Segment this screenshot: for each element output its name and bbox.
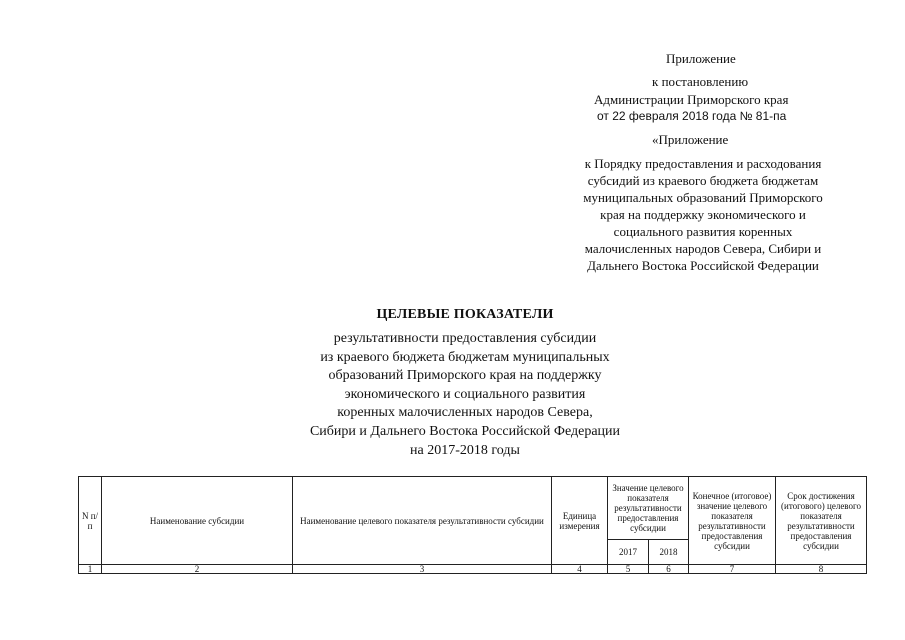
procedure-reference: [560, 155, 846, 274]
indicators-table: [78, 476, 867, 574]
document-subtitle: [250, 330, 680, 460]
column-number-cell: 4: [552, 565, 608, 574]
subtitle-line: коренных малочисленных народов Севера,: [337, 405, 593, 421]
procedure-line: муниципальных образований Приморского: [583, 190, 823, 205]
column-number-cell: 8: [776, 565, 867, 574]
subtitle-line: результативности предоставления субсидии: [333, 331, 597, 346]
column-number-cell: 7: [689, 565, 776, 574]
column-number-cell: 1: [79, 565, 102, 574]
document-title: ЦЕЛЕВЫЕ ПОКАЗАТЕЛИ: [376, 307, 554, 322]
procedure-line: Дальнего Востока Российской Федерации: [587, 258, 819, 273]
decree-date-number: от 22 февраля 2018 года № 81-па: [597, 109, 787, 123]
header-final-value: Конечное (итоговое) значение целевого показателя результативности предоставления субсидии: [689, 477, 776, 565]
procedure-line: малочисленных народов Севера, Сибири и: [584, 241, 822, 256]
header-deadline: Срок достижения (итогового) целевого показателя результативности предоставления субсидии: [776, 477, 867, 565]
administration-line: Администрации Приморского края: [594, 92, 789, 107]
column-number-cell: 2: [102, 565, 293, 574]
subtitle-line: Сибири и Дальнего Востока Российской Федерации: [309, 423, 621, 439]
header-unit: Единица измерения: [552, 477, 608, 565]
to-decree-line: к постановлению: [652, 74, 749, 89]
header-subsidy-name: Наименование субсидии: [102, 477, 293, 565]
quoted-appendix-label: «Приложение: [652, 132, 729, 147]
appendix-label: Приложение: [666, 51, 736, 66]
column-number-cell: 5: [608, 565, 649, 574]
header-year-2018: 2018: [649, 540, 689, 565]
header-year-2017: 2017: [608, 540, 649, 565]
column-number-cell: 3: [293, 565, 552, 574]
subtitle-line: экономического и социального развития: [344, 386, 586, 402]
column-numbers-row: [79, 565, 867, 574]
table-header-row: [79, 477, 867, 540]
subtitle-line: на 2017-2018 годы: [410, 442, 520, 458]
subtitle-line: из краевого бюджета бюджетам муниципальных: [320, 349, 610, 365]
header-indicator-name: Наименование целевого показателя результативности субсидии: [293, 477, 552, 565]
procedure-line: субсидий из краевого бюджета бюджетам: [587, 173, 819, 188]
column-number-cell: 6: [649, 565, 689, 574]
header-number: N п/п: [79, 477, 102, 565]
procedure-line: социального развития коренных: [613, 224, 793, 239]
procedure-line: края на поддержку экономического и: [600, 207, 806, 222]
subtitle-line: образований Приморского края на поддержку: [328, 368, 602, 384]
header-target-value: Значение целевого показателя результативности предоставления субсидии: [608, 477, 689, 540]
procedure-line: к Порядку предоставления и расходования: [584, 156, 822, 171]
